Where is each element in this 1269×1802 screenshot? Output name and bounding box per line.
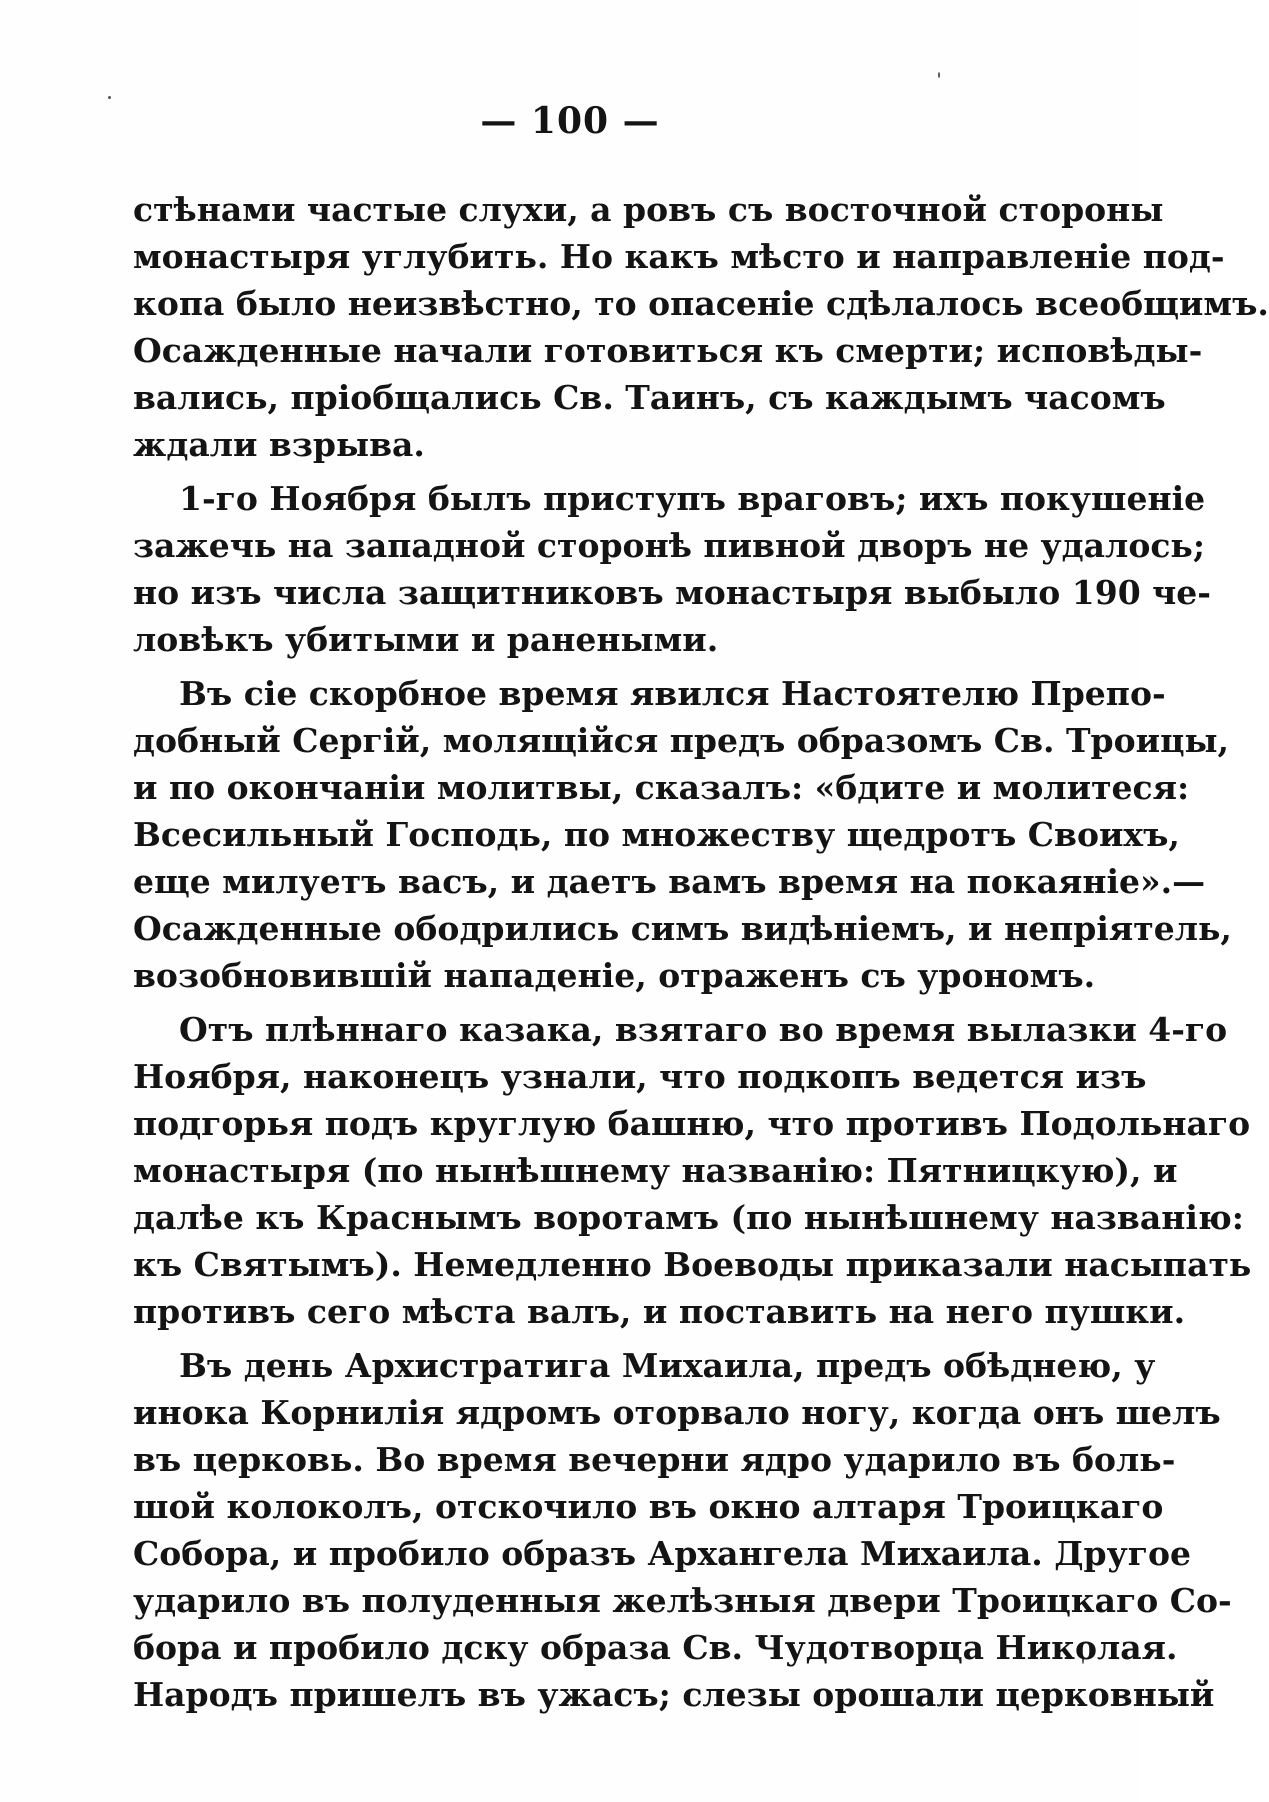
text-line: далѣе къ Краснымъ воротамъ (по нынѣшнему названію: — [133, 1198, 1244, 1237]
body-text — [133, 186, 1269, 1718]
ink-speck — [938, 72, 940, 78]
text-line: монастыря (по нынѣшнему названію: Пятницкую), и — [133, 1151, 1178, 1190]
text-line: подгорья подъ круглую башню, что противъ Подольнаго — [133, 1104, 1251, 1143]
text-line: вались, пріобщались Св. Таинъ, съ каждымъ часомъ — [133, 378, 1166, 417]
text-line: но изъ числа защитниковъ монастыря выбыло 190 че- — [133, 573, 1211, 612]
text-line: Собора, и пробило образъ Архангела Михаила. Другое — [133, 1534, 1191, 1573]
text-line: ловѣкъ убитыми и ранеными. — [133, 620, 719, 659]
paragraph-gap — [133, 468, 1083, 475]
text-line: Ноября, наконецъ узнали, что подкопъ ведется изъ — [133, 1057, 1147, 1096]
paragraph — [133, 186, 1269, 468]
text-line: противъ сего мѣста валъ, и поставить на него пушки. — [133, 1292, 1186, 1331]
text-line: бора и пробило дску образа Св. Чудотворца Николая. — [133, 1628, 1178, 1667]
text-line: Отъ плѣннаго казака, взятаго во время вылазки 4-го — [179, 1010, 1228, 1049]
paragraph — [133, 670, 1232, 999]
text-line: къ Святымъ). Немедленно Воеводы приказали насыпать — [133, 1245, 1252, 1284]
paragraph-gap — [133, 663, 1083, 670]
paragraph-gap — [133, 999, 1083, 1006]
paragraph — [133, 1006, 1252, 1335]
text-line: Осажденные начали готовиться къ смерти; исповѣды- — [133, 331, 1203, 370]
text-line: 1-го Ноября былъ приступъ враговъ; ихъ покушеніе — [179, 479, 1206, 518]
text-line: Всесильный Господь, по множеству щедротъ Своихъ, — [133, 815, 1180, 854]
text-line: ударило въ полуденныя желѣзныя двери Троицкаго Со- — [133, 1581, 1232, 1620]
text-line: монастыря углубить. Но какъ мѣсто и направленіе под- — [133, 237, 1225, 276]
text-line: Народъ пришелъ въ ужасъ; слезы орошали церковный — [133, 1675, 1215, 1714]
text-line: возобновившій нападеніе, отраженъ съ урономъ. — [133, 956, 1096, 995]
text-line: добный Сергій, молящійся предъ образомъ Св. Троицы, — [133, 721, 1230, 760]
text-line: еще милуетъ васъ, и даетъ вамъ время на покаяніе».— — [133, 862, 1206, 901]
ink-speck — [108, 96, 111, 99]
paragraph-gap — [133, 1335, 1083, 1342]
text-line: Осажденные ободрились симъ видѣніемъ, и непріятель, — [133, 909, 1232, 948]
text-line: зажечь на западной сторонѣ пивной дворъ не удалось; — [133, 526, 1206, 565]
text-line: Въ сіе скорбное время явился Настоятелю Препо- — [179, 674, 1166, 713]
page-number: — 100 — — [480, 100, 660, 142]
paragraph — [133, 1342, 1232, 1718]
text-line: стѣнами частые слухи, а ровъ съ восточной стороны — [133, 190, 1164, 229]
text-line: ждали взрыва. — [133, 425, 425, 464]
text-line: Въ день Архистратига Михаила, предъ обѣднею, у — [179, 1346, 1156, 1385]
text-line: въ церковь. Во время вечерни ядро ударило въ боль- — [133, 1440, 1176, 1479]
text-line: копа было неизвѣстно, то опасеніе сдѣлалось всеобщимъ. — [133, 284, 1269, 323]
text-line: и по окончаніи молитвы, сказалъ: «бдите и молитеся: — [133, 768, 1190, 807]
text-line: шой колоколъ, отскочило въ окно алтаря Троицкаго — [133, 1487, 1164, 1526]
text-line: инока Корнилія ядромъ оторвало ногу, когда онъ шелъ — [133, 1393, 1221, 1432]
paragraph — [133, 475, 1211, 663]
